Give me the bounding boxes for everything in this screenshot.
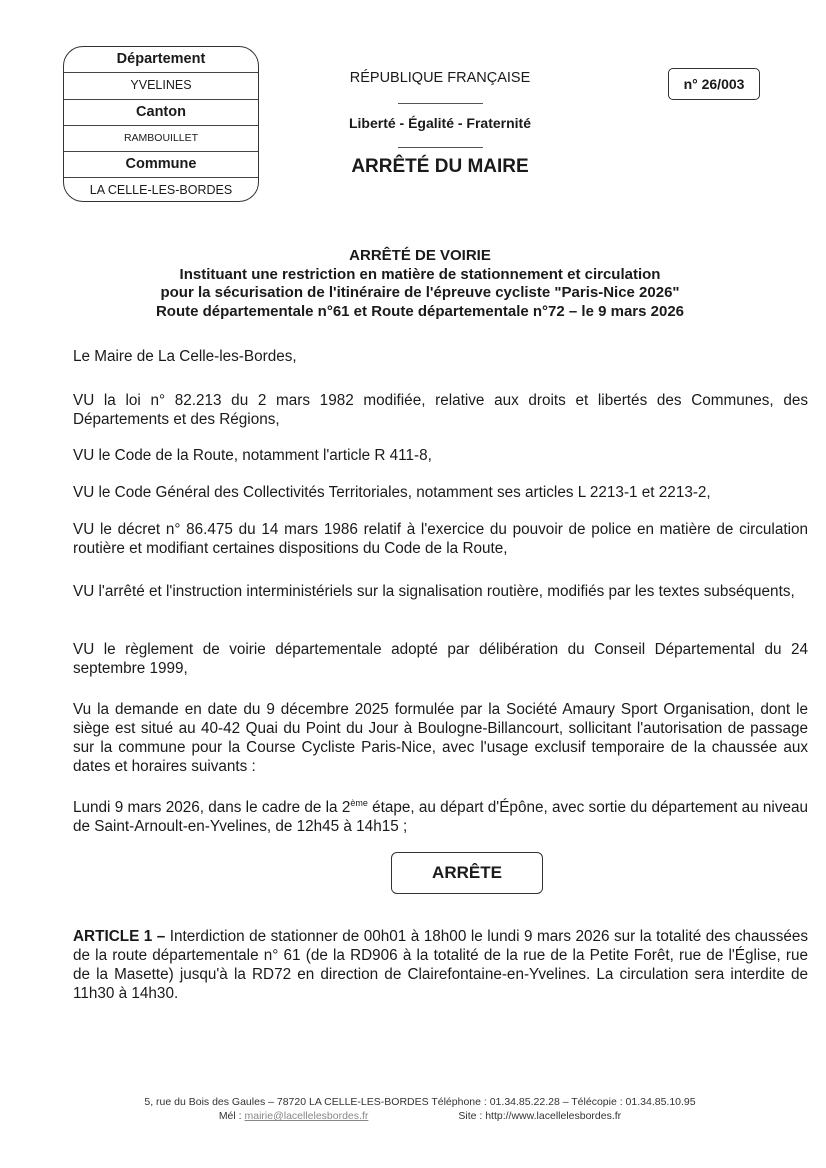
title-line: pour la sécurisation de l'itinéraire de l'épreuve cycliste "Paris-Nice 2026" — [160, 284, 680, 301]
footer-address: 5, rue du Bois des Gaules – 78720 LA CELLE-LES-BORDES Téléphone : 01.34.85.22.28 – Télécopie : 01.34.85.10.95 — [144, 1096, 696, 1108]
article-1 — [73, 927, 808, 1003]
divider — [398, 103, 483, 104]
arrete-number: n° 26/003 — [668, 68, 760, 100]
superscript: ème — [350, 798, 368, 808]
commune: LA CELLE-LES-BORDES — [89, 183, 233, 198]
document-title — [60, 247, 780, 321]
paragraph: VU le règlement de voirie départementale adopté par délibération du Conseil Départemental du 24 septembre 1999, — [73, 641, 808, 677]
title-line: Instituant une restriction en matière de stationnement et circulation — [179, 265, 661, 283]
paragraph: VU la loi n° 82.213 du 2 mars 1982 modifiée, relative aux droits et libertés des Communes, des Départements et des Régions, — [73, 392, 808, 428]
footer — [80, 1095, 760, 1123]
paragraph: VU le Code Général des Collectivités Territoriales, notamment ses articles L 2213-1 et 2213-2, — [73, 484, 711, 501]
document-type: ARRÊTÉ DU MAIRE — [351, 156, 529, 177]
title-line: Route départementale n°61 et Route départementale n°72 – le 9 mars 2026 — [155, 302, 685, 320]
mail-link[interactable]: mairie@lacellelesbordes.fr — [244, 1110, 369, 1122]
paragraph: Le Maire de La Celle-les-Bordes, — [73, 348, 297, 365]
commune-label: Commune — [64, 152, 258, 178]
departement: YVELINES — [64, 73, 258, 99]
divider — [398, 147, 483, 148]
mail-label: Mél : — [218, 1110, 245, 1122]
arrete-heading: ARRÊTE — [391, 852, 543, 894]
text: étape, au départ d'Épône, avec sortie du département au niveau de Saint-Arnoult-en-Yvelines, de 12h45 à 14h15 ; — [73, 799, 808, 836]
paragraph: VU le décret n° 86.475 du 14 mars 1986 relatif à l'exercice du pouvoir de police en matière de circulation routière et modifiant certaines dispositions du Code de la Route, — [73, 521, 808, 557]
paragraph: VU le Code de la Route, notamment l'article R 411-8, — [73, 447, 432, 464]
admin-info-box — [63, 46, 259, 202]
text: Lundi 9 mars 2026, dans le cadre de la 2 — [73, 799, 351, 817]
paragraph — [73, 794, 808, 836]
paragraph: Vu la demande en date du 9 décembre 2025 formulée par la Société Amaury Sport Organisation, dont le siège est situé au 40-42 Quai du Point du Jour à Boulogne-Billancourt, sollicitant l'autorisation de passage sur la commune pour la Course Cycliste Paris-Nice, avec l'usage exclusif temporaire de la chaussée aux dates et horaires suivants : — [73, 701, 808, 775]
article-text: Interdiction de stationner de 00h01 à 18h00 le lundi 9 mars 2026 sur la totalité des chaussées de la route départementale n° 61 (de la RD906 à la totalité de la rue de la Petite Forêt, rue de l'Église, rue de la Masette) jusqu'à la RD72 en direction de Clairefontaine-en-Yvelines. La circulation sera interdite de 11h30 à 14h30. — [73, 928, 809, 1002]
canton: RAMBOUILLET — [64, 126, 258, 152]
republique: RÉPUBLIQUE FRANÇAISE — [349, 70, 531, 86]
title-line: ARRÊTÉ DE VOIRIE — [349, 247, 491, 264]
canton-label: Canton — [64, 100, 258, 126]
article-label: ARTICLE 1 – — [73, 928, 166, 945]
departement-label: Département — [64, 47, 258, 73]
paragraph: VU l'arrêté et l'instruction interministériels sur la signalisation routière, modifiés par les textes subséquents, — [73, 583, 795, 600]
site-link[interactable]: Site : http://www.lacellelesbordes.fr — [458, 1110, 622, 1122]
devise: Liberté - Égalité - Fraternité — [348, 115, 532, 131]
